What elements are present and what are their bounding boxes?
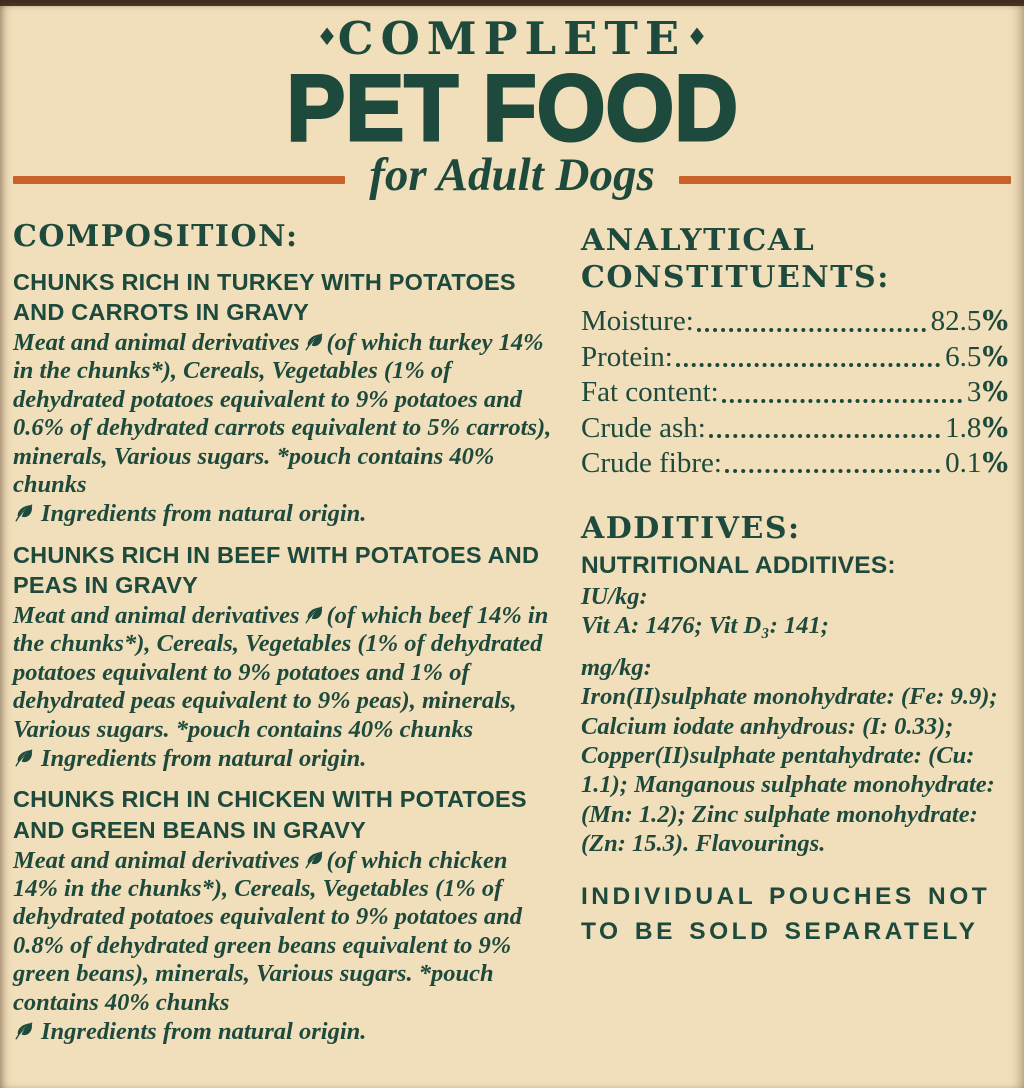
label-body: [0, 215, 1024, 1050]
table-row: [581, 304, 1008, 339]
row-unit: %: [982, 447, 1008, 479]
note-text: Ingredients from natural origin.: [41, 745, 367, 773]
leaf-icon: [304, 332, 324, 352]
leaf-icon: [14, 503, 34, 523]
natural-origin-note: [13, 1018, 553, 1046]
subtitle-row: [0, 149, 1024, 207]
product-name: CHUNKS RICH IN TURKEY WITH POTATOES AND CARROTS IN GRAVY: [13, 268, 516, 325]
leaf-icon: [14, 748, 34, 768]
row-unit: %: [982, 341, 1008, 373]
description-text: Meat and animal derivatives: [13, 846, 300, 874]
note-text: Ingredients from natural origin.: [41, 1018, 367, 1046]
leaf-icon: [304, 850, 324, 870]
product-section-beef: [13, 540, 553, 774]
composition-column: [13, 215, 553, 1050]
row-value: 0.1: [945, 446, 982, 479]
product-description: [13, 329, 553, 499]
description-text: (of which turkey 14% in the chunks*), Cereals, Vegetables (1% of dehydrated potatoes equivalent to 9% potatoes and 0.6% of dehydrated carrots equivalent to 5% carrots), minerals, Various sugars. *pouch contains 40% chunks: [13, 329, 552, 499]
row-label: Fat content:: [581, 376, 719, 409]
row-value: 3: [966, 376, 982, 409]
leaf-icon: [14, 1021, 34, 1041]
row-unit: %: [982, 377, 1008, 409]
note-text: Ingredients from natural origin.: [41, 500, 367, 528]
row-value: 82.5: [930, 305, 982, 338]
description-text: Meat and animal derivatives: [13, 602, 300, 630]
brand-text: COMPLETE: [337, 12, 687, 65]
package-top-edge: [0, 0, 1024, 6]
product-description: [13, 847, 553, 1017]
natural-origin-note: [13, 745, 553, 773]
subtitle: for Adult Dogs: [369, 149, 655, 202]
table-row: [581, 375, 1008, 410]
product-title: PET FOOD: [286, 55, 738, 160]
row-value: 6.5: [945, 340, 982, 373]
diamond-icon: ♦: [316, 22, 338, 51]
row-value: 1.8: [945, 411, 982, 444]
pouch-notice: INDIVIDUAL POUCHES NOT TO BE SOLD SEPARATELY: [581, 883, 991, 946]
orange-rule-right: [679, 176, 1011, 184]
dotted-leader: [722, 399, 962, 403]
description-text: (of which chicken 14% in the chunks*), Cereals, Vegetables (1% of dehydrated potatoes equivalent to 9% potatoes and 0.8% of dehydrated green beans equivalent to 9% green beans), minerals, Various sugars. *pouch contains 40% chunks: [13, 846, 523, 1016]
product-description: [13, 602, 553, 744]
iu-values: Vit A: 1476; Vit D₃: 141;: [581, 612, 829, 640]
description-text: (of which beef 14% in the chunks*), Cereals, Vegetables (1% of dehydrated potatoes equivalent to 9% potatoes and 1% of dehydrated peas equivalent to 9% peas), minerals, Various sugars. *pouch contains 40% chunks: [13, 602, 549, 743]
diamond-icon: ♦: [686, 22, 708, 51]
row-label: Crude ash:: [581, 411, 706, 444]
dotted-leader: [725, 469, 940, 473]
leaf-icon: [304, 605, 324, 625]
natural-origin-note: [13, 500, 553, 528]
iu-label: IU/kg:: [581, 582, 648, 610]
analytical-column: [581, 215, 1008, 1050]
product-name: CHUNKS RICH IN BEEF WITH POTATOES AND PEAS IN GRAVY: [13, 541, 540, 598]
dotted-leader: [676, 363, 940, 367]
table-row: [581, 340, 1008, 375]
row-label: Crude fibre:: [581, 446, 722, 479]
mg-per-kg-block: [581, 653, 1008, 859]
composition-heading: COMPOSITION:: [13, 219, 299, 255]
analytical-table: [581, 304, 1008, 481]
mg-values: Iron(II)sulphate monohydrate: (Fe: 9.9); Calcium iodate anhydrous: (I: 0.33); Copper(II)sulphate pentahydrate: (Cu: 1.1); Manganous sulphate monohydrate: (Mn: 1.2); Zinc sulphate monohydrate: (Zn: 15.3). Flavourings.: [581, 683, 998, 858]
description-text: Meat and animal derivatives: [13, 329, 300, 357]
iu-per-kg-block: [581, 582, 1008, 641]
dotted-leader: [709, 434, 940, 438]
table-row: [581, 446, 1008, 481]
row-label: Protein:: [581, 340, 673, 373]
row-unit: %: [982, 306, 1008, 338]
product-section-turkey: [13, 267, 553, 529]
orange-rule-left: [13, 176, 345, 184]
product-section-chicken: [13, 784, 553, 1046]
table-row: [581, 411, 1008, 446]
product-name: CHUNKS RICH IN CHICKEN WITH POTATOES AND GREEN BEANS IN GRAVY: [13, 786, 527, 843]
mg-label: mg/kg:: [581, 653, 652, 681]
row-label: Moisture:: [581, 305, 694, 338]
analytical-heading: ANALYTICAL CONSTITUENTS:: [581, 223, 890, 295]
row-unit: %: [982, 412, 1008, 444]
nutritional-additives-heading: NUTRITIONAL ADDITIVES:: [581, 551, 896, 579]
additives-heading: ADDITIVES:: [581, 511, 801, 547]
label-header: [0, 0, 1024, 207]
dotted-leader: [697, 328, 926, 332]
